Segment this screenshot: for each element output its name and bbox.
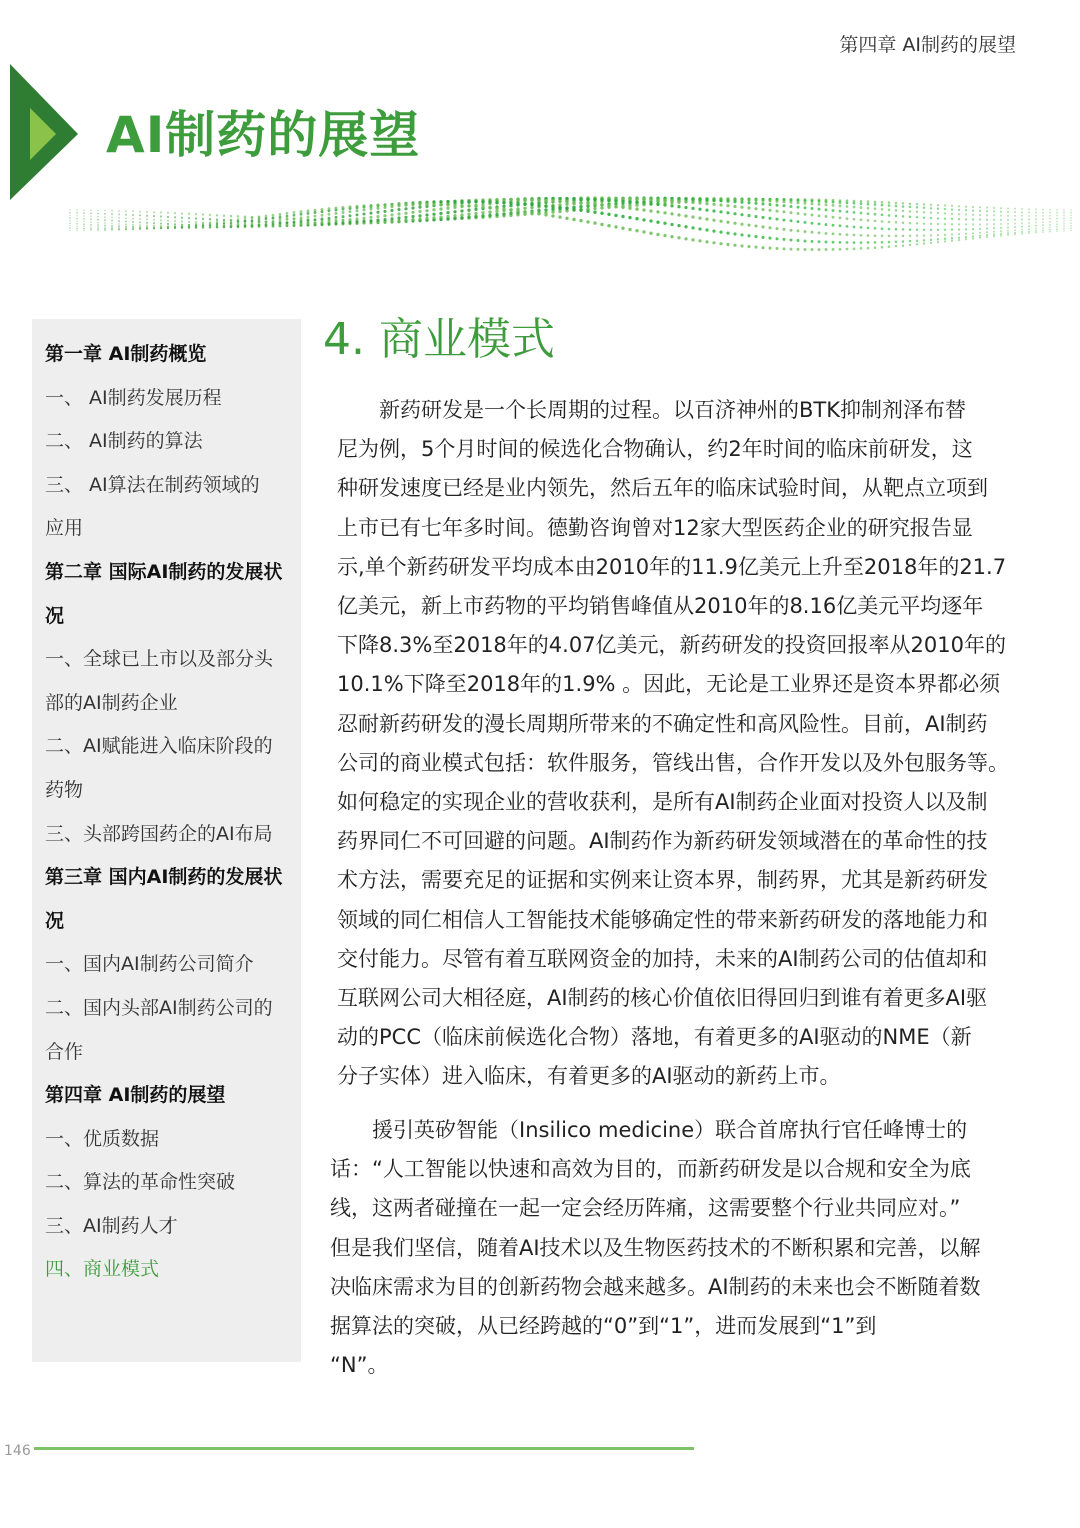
- toc-item[interactable]: 部的AI制药企业: [45, 691, 178, 714]
- sidebar-toc: [32, 319, 301, 1362]
- text-line: 药界同仁不可回避的问题。AI制药作为新药研发领域潜在的革命性的技: [337, 829, 988, 854]
- chapter-title: AI制药的展望: [106, 106, 421, 164]
- toc-item[interactable]: 一、全球已上市以及部分头: [45, 648, 274, 671]
- text-line: 上市已有七年多时间。德勤咨询曾对12家大型医药企业的研究报告显: [337, 515, 973, 540]
- toc-item[interactable]: 二、 AI制药的算法: [45, 430, 203, 453]
- text-line: 互联网公司大相径庭，AI制药的核心价值依旧得回归到谁有着更多AI驱: [337, 986, 988, 1011]
- running-header: 第四章 AI制药的展望: [839, 34, 1016, 56]
- toc-item[interactable]: 四、商业模式: [45, 1258, 160, 1281]
- text-line: 交付能力。尽管有着互联网资金的加持，未来的AI制药公司的估值却和: [337, 946, 988, 971]
- text-line: 援引英矽智能（Insilico medicine）联合首席执行官任峰博士的: [330, 1118, 968, 1142]
- text-line: 种研发速度已经是业内领先，然后五年的临床试验时间，从靶点立项到: [337, 476, 988, 501]
- page-number: 146: [4, 1443, 31, 1459]
- decorative-dot-wave: [60, 175, 1080, 265]
- toc-item[interactable]: 一、国内AI制药公司简介: [45, 953, 254, 976]
- toc-chapter[interactable]: 第四章 AI制药的展望: [45, 1084, 226, 1107]
- toc-item[interactable]: 应用: [45, 517, 84, 540]
- toc-item[interactable]: 一、优质数据: [45, 1127, 160, 1150]
- text-line: 新药研发是一个长周期的过程。以百济神州的BTK抑制剂泽布替: [337, 398, 967, 422]
- text-line: 话：“人工智能以快速和高效为目的，而新药研发是以合规和安全为底: [330, 1157, 971, 1182]
- text-line: 忍耐新药研发的漫长周期所带来的不确定性和高风险性。目前，AI制药: [337, 711, 988, 736]
- toc-item[interactable]: 二、AI赋能进入临床阶段的: [45, 735, 273, 758]
- text-line: 术方法，需要充足的证据和实例来让资本界，制药界，尤其是新药研发: [337, 868, 988, 893]
- toc-chapter[interactable]: 第一章 AI制药概览: [45, 343, 207, 365]
- toc-item[interactable]: 三、AI制药人才: [45, 1214, 178, 1237]
- toc-item[interactable]: 三、头部跨国药企的AI布局: [45, 822, 273, 845]
- text-line: 如何稳定的实现企业的营收获利，是所有AI制药企业面对投资人以及制: [337, 790, 988, 815]
- paragraph-1: [337, 391, 1037, 1097]
- text-line: 但是我们坚信，随着AI技术以及生物医药技术的不断积累和完善，以解: [330, 1235, 981, 1260]
- toc-chapter[interactable]: 第三章 国内AI制药的发展状: [45, 866, 283, 889]
- text-line: 亿美元，新上市药物的平均销售峰值从2010年的8.16亿美元平均逐年: [337, 594, 984, 619]
- text-line: 下降8.3%至2018年的4.07亿美元，新药研发的投资回报率从2010年的: [337, 633, 1006, 658]
- text-line: 尼为例，5个月时间的候选化合物确认，约2年时间的临床前研发，这: [337, 437, 973, 462]
- toc-item[interactable]: 一、 AI制药发展历程: [45, 386, 222, 409]
- toc-item[interactable]: 二、算法的革命性突破: [45, 1171, 236, 1194]
- text-line: “N”。: [330, 1353, 389, 1378]
- text-line: 领域的同仁相信人工智能技术能够确定性的带来新药研发的落地能力和: [337, 907, 988, 932]
- toc-item[interactable]: 二、国内头部AI制药公司的: [45, 996, 273, 1019]
- text-line: 示,单个新药研发平均成本由2010年的11.9亿美元上升至2018年的21.7: [337, 554, 1007, 579]
- toc-item[interactable]: 药物: [45, 778, 84, 801]
- text-line: 10.1%下降至2018年的1.9% 。因此，无论是工业界还是资本界都必须: [337, 672, 1001, 697]
- toc-chapter[interactable]: 况: [45, 909, 65, 932]
- text-line: 决临床需求为目的创新药物会越来越多。AI制药的未来也会不断随着数: [330, 1274, 981, 1299]
- toc-item[interactable]: 三、 AI算法在制药领域的: [45, 473, 260, 496]
- section-title: 4. 商业模式: [323, 314, 555, 365]
- paragraph-2: [330, 1111, 1030, 1385]
- footer-rule: [34, 1447, 694, 1450]
- text-line: 动的PCC（临床前候选化合物）落地，有着更多的AI驱动的NME（新: [337, 1025, 972, 1050]
- text-line: 公司的商业模式包括：软件服务，管线出售，合作开发以及外包服务等。: [337, 750, 1009, 775]
- text-line: 分子实体）进入临床，有着更多的AI驱动的新药上市。: [337, 1064, 841, 1089]
- toc-item[interactable]: 合作: [45, 1040, 84, 1063]
- text-line: 据算法的突破，从已经跨越的“0”到“1”，进而发展到“1”到: [330, 1314, 877, 1339]
- toc-chapter[interactable]: 况: [45, 604, 65, 627]
- text-line: 线，这两者碰撞在一起一定会经历阵痛，这需要整个行业共同应对。”: [330, 1196, 961, 1221]
- toc-chapter[interactable]: 第二章 国际AI制药的发展状: [45, 560, 283, 583]
